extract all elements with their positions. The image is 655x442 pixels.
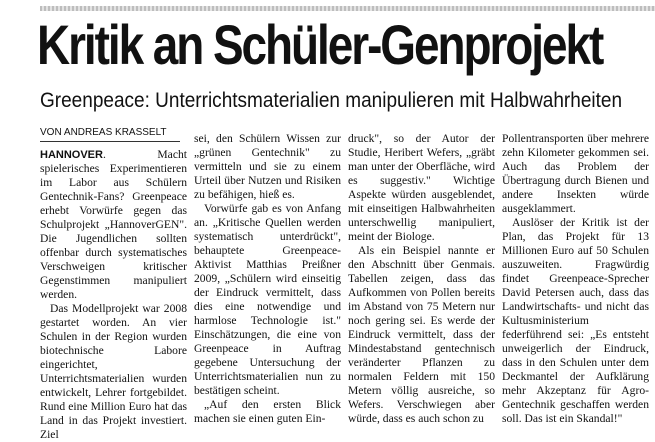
paragraph: „Auf den ersten Blick machen sie einen guten Ein- (194, 398, 341, 425)
paragraph: sei, den Schülern Wissen zur „grünen Gentechnik" zu vermitteln und sie zu einem Urteil über Nutzen und Risiken zu befähigen, hieß es. (194, 132, 341, 201)
paragraph (40, 148, 187, 302)
paragraph: Das Modellprojekt war 2008 gestartet worden. An vier Schulen in der Region wurden biotechnische Labore eingerichtet, Unterrichtsmaterialien wurden entwickelt, Lehrer fortgebildet. Rund eine Million Euro hat das Land in das Projekt investiert. Ziel (40, 302, 187, 441)
article-column-2 (194, 132, 341, 426)
headline: Kritik an Schüler-Genprojekt (37, 13, 603, 76)
article-column-1 (40, 148, 187, 442)
byline: VON ANDREAS KRASSELT (40, 127, 180, 142)
top-rule (40, 6, 655, 11)
paragraph: Pollentransporten über mehrere zehn Kilometer gekommen sei. Auch das Problem der Übertragung durch Bienen und andere Insekten würde ausgeklammert. (502, 132, 649, 215)
paragraph: druck", so der Autor der Studie, Heribert Wefers, „gräbt man unter der Oberfläche, wird es suggestiv." Wichtige Aspekte würden ausgeblendet, mit einseitigen Halbwahrheiten unterschwellig manipuliert, meint der Biologe. (348, 132, 495, 243)
paragraph-text: . Macht spielerisches Experimentieren im Labor aus Schülern Gentechnik-Fans? Greenpeace erhebt Vorwürfe gegen das Schulprojekt „HannoverGEN". Die Jugendlichen sollten offenbar durch systematisches Verschweigen kritischer Gegenstimmen manipuliert werden. (40, 148, 187, 301)
dateline: HANNOVER (40, 149, 103, 161)
subheadline: Greenpeace: Unterrichtsmaterialien manipulieren mit Halbwahrheiten (40, 89, 623, 112)
article-column-4 (502, 132, 649, 426)
paragraph: Als ein Beispiel nannte er den Abschnitt über Genmais. Tabellen zeigen, dass das Aufkommen von Pollen bereits im Abstand von 75 Metern nur noch gering sei. Es werde der Eindruck vermittelt, dass der Mindestabstand gentechnisch veränderter Pflanzen zu normalen Feldern mit 150 Metern völlig ausreiche, so Wefers. Verschwiegen aber würde, dass es auch schon zu (348, 244, 495, 425)
paragraph: Auslöser der Kritik ist der Plan, das Projekt für 13 Millionen Euro auf 50 Schulen auszuweiten. Fragwürdig findet Greenpeace-Sprecher David Petersen auch, dass das Landwirtschafts- und nicht das Kultusministerium federführend sei: „Es entsteht unweigerlich der Eindruck, dass in den Schulen unter dem Deckmantel der Aufklärung mehr Akzeptanz für Agro-Gentechnik geschaffen werden soll. Das ist ein Skandal!" (502, 216, 649, 425)
paragraph: Vorwürfe gab es von Anfang an. „Kritische Quellen werden systematisch unterdrückt", behauptete Greenpeace-Aktivist Matthias Preißner 2009, „Schülern wird einseitig der Eindruck vermittelt, dass dies eine notwendige und harmlose Technologie ist." Einschätzungen, die eine von Greenpeace in Auftrag gegebene Untersuchung der Unterrichtsmaterialien nun zu bestätigen scheint. (194, 202, 341, 397)
article-column-3 (348, 132, 495, 426)
